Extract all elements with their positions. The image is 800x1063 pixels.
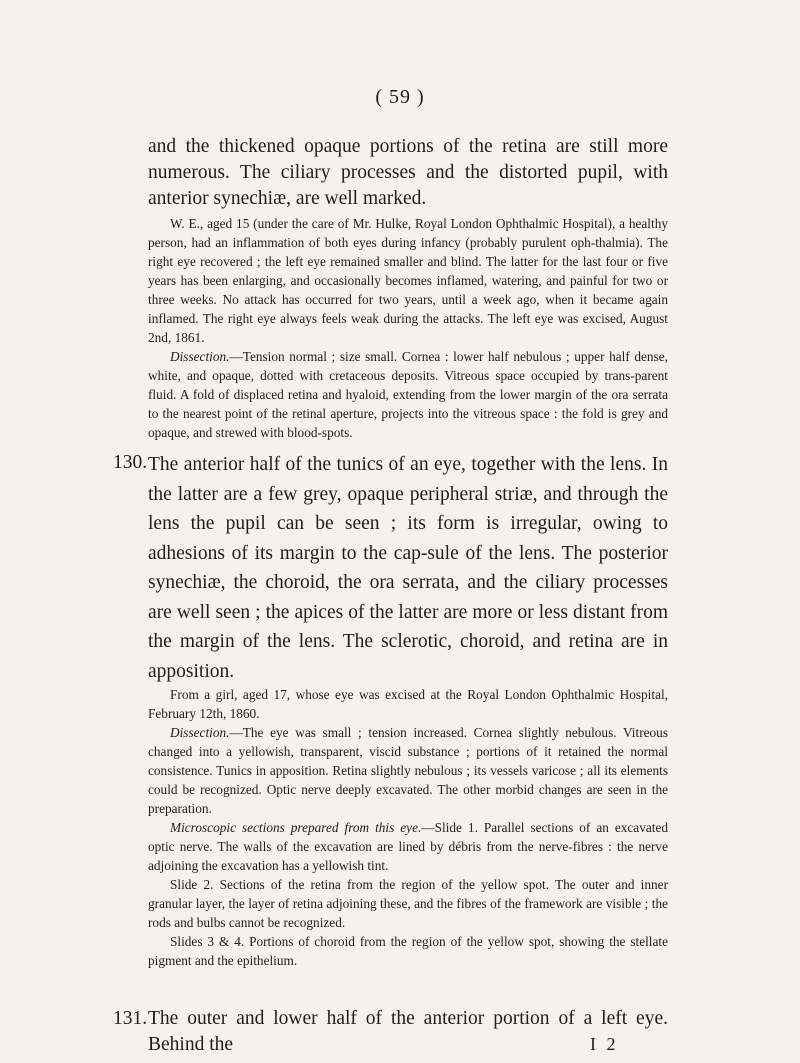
case-2-dissection	[148, 723, 668, 818]
case-2-slides-3-4: Slides 3 & 4. Portions of choroid from the region of the yellow spot, showing the stellate pigment and the epithelium.	[148, 934, 668, 968]
case-1-dissection-label: Dissection.	[170, 349, 230, 364]
case-2-microscopic-text: —Slide 1. Parallel sections of an excavated optic nerve. The walls of the excavation are lined by débris from the nerve-fibres : the nerve adjoining the excavation has a yellowish tint.	[148, 820, 668, 873]
case-2-notes	[148, 685, 668, 970]
case-2-slide-2: Slide 2. Sections of the retina from the region of the yellow spot. The outer and inner granular layer, the layer of retina adjoining these, and the fibres of the framework are visible ; the rods and bulbs cannot be recognized.	[148, 877, 668, 930]
case-2-dissection-label: Dissection.	[170, 725, 230, 740]
signature-mark: I 2	[590, 1034, 619, 1054]
item-131-text: The outer and lower half of the anterior portion of a left eye. Behind the	[148, 1008, 668, 1055]
case-1-notes	[148, 214, 668, 442]
item-131-number: 131.	[113, 1008, 148, 1029]
case-2-microscopic-label: Microscopic sections prepared from this eye.	[170, 820, 422, 835]
item-130-text: The anterior half of the tunics of an eye, together with the lens. In the latter are a few grey, opaque peripheral striæ, and through the lens the pupil can be seen ; its form is irregular, owing to adhesions of its margin to the cap-sule of the lens. The posterior synechiæ, the choroid, the ora serrata, and the ciliary processes are well seen ; the apices of the latter are more or less distant from the margin of the lens. The sclerotic, choroid, and retina are in apposition.	[148, 454, 668, 682]
case-1-dissection-text: —Tension normal ; size small. Cornea : lower half nebulous ; upper half dense, white, and opaque, dotted with cretaceous deposits. Vitreous space occupied by trans-parent fluid. A fold of displaced retina and hyaloid, extending from the lower margin of the ora serrata to the nearest point of the retinal aperture, projects into the vitreous space : the fold is grey and opaque, and strewed with blood-spots.	[148, 349, 668, 440]
intro-paragraph: and the thickened opaque portions of the retina are still more numerous. The ciliary processes and the distorted pupil, with anterior synechiæ, are well marked.	[148, 136, 668, 209]
item-130-number: 130.	[113, 452, 148, 473]
case-2-dissection-text: —The eye was small ; tension increased. Cornea slightly nebulous. Vitreous changed into a yellowish, transparent, viscid substance ; portions of it retained the normal consistence. Tunics in apposition. Retina slightly nebulous ; its vessels varicose ; all its elements could be recognized. Optic nerve deeply excavated. The other morbid changes are seen in the preparation.	[148, 725, 668, 816]
case-1-dissection	[148, 347, 668, 442]
case-1-history: W. E., aged 15 (under the care of Mr. Hulke, Royal London Ophthalmic Hospital), a healthy person, had an inflammation of both eyes during infancy (probably purulent oph-thalmia). The right eye recovered ; the left eye remained smaller and blind. The latter for the last four or five years has been enlarging, and occasionally becomes inflamed, watering, and painful for two or three weeks. No attack has occurred for two years, until a week ago, when it became again inflamed. The right eye always feels weak during the attacks. The left eye was excised, August 2nd, 1861.	[148, 216, 668, 345]
case-2-history: From a girl, aged 17, whose eye was excised at the Royal London Ophthalmic Hospital, February 12th, 1860.	[148, 687, 668, 721]
case-2-microscopic	[148, 818, 668, 875]
page-number: ( 59 )	[375, 86, 425, 108]
